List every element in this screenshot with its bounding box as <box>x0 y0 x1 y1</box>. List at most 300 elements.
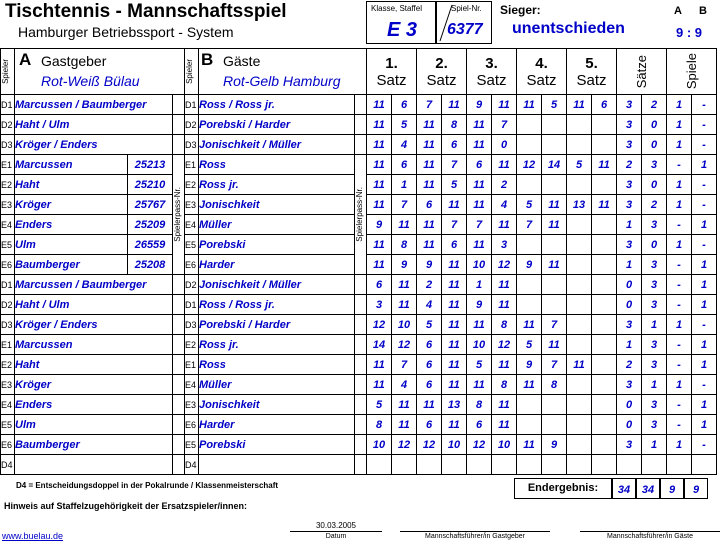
set-score: 11 <box>492 395 517 415</box>
set-score <box>542 135 567 155</box>
spiele-b: - <box>692 315 717 335</box>
set-score: 10 <box>392 315 417 335</box>
home-code: D2 <box>1 295 15 315</box>
set-score: 11 <box>542 195 567 215</box>
set-score: 11 <box>442 355 467 375</box>
set-score: 11 <box>367 95 392 115</box>
set-score: 11 <box>442 335 467 355</box>
saetze-a: 3 <box>617 375 642 395</box>
home-player: Kröger <box>15 195 128 215</box>
set-score <box>567 175 592 195</box>
home-code: D1 <box>1 95 15 115</box>
set-score <box>392 455 417 475</box>
set-score: 6 <box>417 195 442 215</box>
set-score: 11 <box>417 115 442 135</box>
set-score <box>517 275 542 295</box>
result-value: 9 : 9 <box>676 25 703 40</box>
set-score: 11 <box>492 275 517 295</box>
home-code: D3 <box>1 135 15 155</box>
spiele-b: - <box>692 95 717 115</box>
set-score <box>517 455 542 475</box>
spacer-a <box>173 455 185 475</box>
saetze-header: Sätze <box>617 49 667 95</box>
spacer-a <box>173 415 185 435</box>
set-score: 11 <box>517 435 542 455</box>
spiele-a: 1 <box>667 195 692 215</box>
away-code: E4 <box>185 215 199 235</box>
home-code: E1 <box>1 335 15 355</box>
set-score: 7 <box>467 215 492 235</box>
set-score: 11 <box>517 375 542 395</box>
set-score <box>592 275 617 295</box>
set-score: 9 <box>467 295 492 315</box>
set-score <box>567 435 592 455</box>
set-score: 3 <box>367 295 392 315</box>
spiele-b: - <box>692 375 717 395</box>
saetze-a: 0 <box>617 395 642 415</box>
away-team: Rot-Gelb Hamburg <box>223 73 341 89</box>
table-row <box>1 335 717 355</box>
set-score: 6 <box>392 155 417 175</box>
website-link[interactable]: www.buelau.de <box>2 531 64 541</box>
saetze-b: 3 <box>642 255 667 275</box>
set-score: 6 <box>592 95 617 115</box>
home-player: Marcussen <box>15 335 173 355</box>
spiele-a: - <box>667 215 692 235</box>
away-code: D4 <box>185 455 199 475</box>
away-code: E2 <box>185 335 199 355</box>
home-code: E4 <box>1 395 15 415</box>
spiele-b: 1 <box>692 335 717 355</box>
set-score: 11 <box>442 275 467 295</box>
set-score: 11 <box>492 415 517 435</box>
spacer-a <box>173 435 185 455</box>
form-title: Tischtennis - Mannschaftsspiel <box>5 1 287 22</box>
saetze-a: 3 <box>617 115 642 135</box>
set-score: 9 <box>542 435 567 455</box>
away-player: Ross / Ross jr. <box>199 95 355 115</box>
home-letter: A <box>19 50 32 69</box>
spiele-b: - <box>692 115 717 135</box>
set-score: 8 <box>542 375 567 395</box>
set-score: 9 <box>367 215 392 235</box>
set-score: 7 <box>492 115 517 135</box>
away-player: Jonischkeit / Müller <box>199 135 355 155</box>
spiele-b: - <box>692 195 717 215</box>
set-score <box>367 455 392 475</box>
set-score: 11 <box>467 195 492 215</box>
home-team: Rot-Weiß Bülau <box>41 73 140 89</box>
away-player: Harder <box>199 415 355 435</box>
set-score <box>542 235 567 255</box>
spiele-a: - <box>667 255 692 275</box>
set-score: 12 <box>492 255 517 275</box>
saetze-b: 3 <box>642 335 667 355</box>
saetze-b: 2 <box>642 195 667 215</box>
spiele-a: - <box>667 395 692 415</box>
set-score: 7 <box>392 355 417 375</box>
spacer-a <box>173 275 185 295</box>
spielerpass-label-a: Spielerpass-Nr. <box>173 155 185 275</box>
set-score: 11 <box>392 395 417 415</box>
satz3-header: 3. Satz <box>467 49 517 95</box>
spiele-b: 1 <box>692 395 717 415</box>
set-score: 11 <box>442 195 467 215</box>
set-score <box>567 395 592 415</box>
set-score: 4 <box>492 195 517 215</box>
home-player: Marcussen / Baumberger <box>15 95 173 115</box>
set-score: 11 <box>492 295 517 315</box>
home-player: Haht <box>15 355 173 375</box>
set-score <box>567 295 592 315</box>
set-score <box>517 295 542 315</box>
home-code: E2 <box>1 175 15 195</box>
spiele-header: Spiele <box>667 49 717 95</box>
table-row <box>1 155 717 175</box>
spacer-a <box>173 375 185 395</box>
spielnr-value: 6377 <box>447 21 483 38</box>
set-score: 11 <box>417 215 442 235</box>
home-player: Enders <box>15 215 128 235</box>
set-score <box>517 115 542 135</box>
set-score <box>592 175 617 195</box>
home-player: Kröger <box>15 375 173 395</box>
set-score: 11 <box>417 395 442 415</box>
set-score: 11 <box>442 315 467 335</box>
spacer-b <box>355 355 367 375</box>
set-score <box>592 135 617 155</box>
set-score: 11 <box>367 115 392 135</box>
saetze-b: 2 <box>642 95 667 115</box>
set-score: 11 <box>492 95 517 115</box>
score-table <box>0 48 717 475</box>
spiele-b: - <box>692 175 717 195</box>
spiele-b: 1 <box>692 415 717 435</box>
set-score: 11 <box>392 275 417 295</box>
home-player: Ulm <box>15 235 128 255</box>
set-score: 7 <box>542 355 567 375</box>
away-player: Ross jr. <box>199 335 355 355</box>
saetze-a: 0 <box>617 295 642 315</box>
set-score: 11 <box>417 155 442 175</box>
away-code: D3 <box>185 135 199 155</box>
spacer-a <box>173 315 185 335</box>
set-score: 11 <box>492 155 517 175</box>
spieler-header-b: Spieler <box>185 49 199 95</box>
home-pass: 25213 <box>128 155 173 175</box>
spieler-header-a: Spieler <box>1 49 15 95</box>
set-score: 11 <box>467 115 492 135</box>
away-code: D1 <box>185 95 199 115</box>
home-code: E6 <box>1 255 15 275</box>
set-score: 9 <box>517 255 542 275</box>
set-score: 9 <box>417 255 442 275</box>
saetze-a: 1 <box>617 335 642 355</box>
away-code: D3 <box>185 315 199 335</box>
away-player: Porebski / Harder <box>199 115 355 135</box>
away-header <box>199 49 367 95</box>
set-score: 6 <box>442 135 467 155</box>
set-score: 11 <box>367 135 392 155</box>
set-score <box>542 115 567 135</box>
saetze-a: 3 <box>617 435 642 455</box>
spiele-b: - <box>692 235 717 255</box>
set-score: 7 <box>442 155 467 175</box>
spacer-b <box>355 335 367 355</box>
spiele-a: 1 <box>667 135 692 155</box>
saetze-b: 3 <box>642 215 667 235</box>
away-player <box>199 455 355 475</box>
end-saetze-b: 34 <box>636 478 660 499</box>
set-score: 6 <box>467 155 492 175</box>
set-score: 1 <box>467 275 492 295</box>
set-score: 12 <box>467 435 492 455</box>
spiele-a: 1 <box>667 435 692 455</box>
table-row <box>1 95 717 115</box>
spiele-b: 1 <box>692 355 717 375</box>
set-score: 5 <box>567 155 592 175</box>
home-code: E3 <box>1 195 15 215</box>
set-score: 11 <box>442 255 467 275</box>
spacer-b <box>355 135 367 155</box>
set-score: 4 <box>417 295 442 315</box>
spacer-b <box>355 435 367 455</box>
end-saetze-a: 34 <box>612 478 636 499</box>
set-score: 2 <box>417 275 442 295</box>
table-row <box>1 115 717 135</box>
away-code: E5 <box>185 235 199 255</box>
set-score: 11 <box>417 175 442 195</box>
set-score: 5 <box>392 115 417 135</box>
endergebnis-label: Endergebnis: <box>514 478 612 499</box>
home-code: D3 <box>1 315 15 335</box>
saetze-b: 3 <box>642 355 667 375</box>
home-player: Haht <box>15 175 128 195</box>
set-score: 5 <box>517 335 542 355</box>
set-score: 11 <box>467 375 492 395</box>
saetze-b: 0 <box>642 175 667 195</box>
klasse-value: E 3 <box>387 19 418 41</box>
home-pass: 25208 <box>128 255 173 275</box>
set-score: 11 <box>467 235 492 255</box>
set-score: 9 <box>392 255 417 275</box>
set-score <box>567 235 592 255</box>
spacer-b <box>355 295 367 315</box>
away-code: E3 <box>185 395 199 415</box>
home-player: Kröger / Enders <box>15 135 173 155</box>
set-score: 11 <box>592 155 617 175</box>
spiele-a: 1 <box>667 315 692 335</box>
set-score: 11 <box>567 95 592 115</box>
set-score <box>542 415 567 435</box>
away-player: Jonischkeit <box>199 395 355 415</box>
set-score <box>592 355 617 375</box>
set-score: 10 <box>367 435 392 455</box>
set-score: 7 <box>517 215 542 235</box>
set-score <box>567 135 592 155</box>
set-score: 11 <box>392 415 417 435</box>
set-score <box>567 255 592 275</box>
saetze-a: 2 <box>617 355 642 375</box>
set-score <box>542 295 567 315</box>
set-score <box>592 295 617 315</box>
set-score: 5 <box>442 175 467 195</box>
spiele-a: - <box>667 155 692 175</box>
spiele-a: - <box>667 275 692 295</box>
set-score: 6 <box>442 235 467 255</box>
set-score <box>592 375 617 395</box>
set-score: 7 <box>392 195 417 215</box>
spacer-b <box>355 395 367 415</box>
away-player: Ross <box>199 155 355 175</box>
home-code: E2 <box>1 355 15 375</box>
set-score: 13 <box>442 395 467 415</box>
satz2-header: 2. Satz <box>417 49 467 95</box>
set-score: 12 <box>417 435 442 455</box>
set-score: 8 <box>492 375 517 395</box>
set-score: 4 <box>392 375 417 395</box>
spacer-b <box>355 115 367 135</box>
away-code: D1 <box>185 295 199 315</box>
spacer-b <box>355 455 367 475</box>
table-row <box>1 435 717 455</box>
saetze-b: 1 <box>642 315 667 335</box>
spacer-b <box>355 315 367 335</box>
set-score: 11 <box>567 355 592 375</box>
spacer-b <box>355 95 367 115</box>
set-score: 12 <box>392 435 417 455</box>
saetze-b: 0 <box>642 235 667 255</box>
form-subtitle: Hamburger Betriebssport - System <box>18 24 234 40</box>
set-score <box>567 335 592 355</box>
d4-note: D4 = Entscheidungsdoppel in der Pokalrunde / Klassenmeisterschaft <box>16 481 279 490</box>
set-score: 9 <box>467 95 492 115</box>
result-a-label: A <box>674 5 682 17</box>
spiele-b: 1 <box>692 255 717 275</box>
home-player: Marcussen / Baumberger <box>15 275 173 295</box>
set-score: 3 <box>492 235 517 255</box>
away-code: E5 <box>185 435 199 455</box>
set-score <box>567 415 592 435</box>
set-score: 7 <box>442 215 467 235</box>
satz5-header: 5. Satz <box>567 49 617 95</box>
date-value: 30.03.2005 <box>315 521 357 530</box>
away-player: Jonischkeit <box>199 195 355 215</box>
set-score <box>517 175 542 195</box>
set-score: 11 <box>517 95 542 115</box>
home-player: Marcussen <box>15 155 128 175</box>
set-score: 6 <box>417 335 442 355</box>
set-score: 6 <box>417 415 442 435</box>
set-score <box>592 115 617 135</box>
result-b-label: B <box>699 5 707 17</box>
away-code: E6 <box>185 255 199 275</box>
away-code: E6 <box>185 415 199 435</box>
home-player: Baumberger <box>15 435 173 455</box>
home-player <box>15 455 173 475</box>
table-row <box>1 315 717 335</box>
set-score: 11 <box>467 135 492 155</box>
set-score <box>567 115 592 135</box>
spiele-b: 1 <box>692 215 717 235</box>
set-score <box>567 215 592 235</box>
set-score: 11 <box>542 335 567 355</box>
saetze-a: 3 <box>617 95 642 115</box>
away-player: Ross / Ross jr. <box>199 295 355 315</box>
table-row <box>1 295 717 315</box>
spiele-b <box>692 455 717 475</box>
saetze-b: 3 <box>642 275 667 295</box>
spiele-b: 1 <box>692 295 717 315</box>
home-header <box>15 49 185 95</box>
saetze-b: 1 <box>642 435 667 455</box>
satz1-header: 1. Satz <box>367 49 417 95</box>
set-score <box>442 455 467 475</box>
set-score <box>567 455 592 475</box>
set-score: 12 <box>367 315 392 335</box>
set-score: 11 <box>367 155 392 175</box>
home-player: Haht / Ulm <box>15 115 173 135</box>
set-score: 8 <box>467 395 492 415</box>
spielnr-label: Spiel-Nr. <box>451 4 482 13</box>
saetze-a: 3 <box>617 195 642 215</box>
home-player: Enders <box>15 395 173 415</box>
table-row <box>1 355 717 375</box>
away-player: Müller <box>199 215 355 235</box>
spacer-a <box>173 335 185 355</box>
table-row <box>1 415 717 435</box>
set-score: 11 <box>442 415 467 435</box>
saetze-b: 0 <box>642 135 667 155</box>
spiele-a: - <box>667 355 692 375</box>
saetze-b: 0 <box>642 115 667 135</box>
set-score: 5 <box>517 195 542 215</box>
set-score <box>592 455 617 475</box>
spiele-b: - <box>692 435 717 455</box>
spiele-a: - <box>667 295 692 315</box>
set-score: 8 <box>492 315 517 335</box>
away-code: E3 <box>185 195 199 215</box>
end-spiele-b: 9 <box>684 478 708 499</box>
spacer-a <box>173 295 185 315</box>
slash-divider <box>436 1 456 44</box>
hinweis-text: Hinweis auf Staffelzugehörigkeit der Ersatzspieler/innen: <box>4 501 248 511</box>
saetze-a: 3 <box>617 235 642 255</box>
home-code: D2 <box>1 115 15 135</box>
set-score: 8 <box>442 115 467 135</box>
set-score: 5 <box>417 315 442 335</box>
set-score: 11 <box>367 375 392 395</box>
spiele-a: 1 <box>667 175 692 195</box>
away-label: Gäste <box>223 53 261 69</box>
saetze-b <box>642 455 667 475</box>
set-score: 12 <box>392 335 417 355</box>
set-score: 11 <box>467 175 492 195</box>
set-score: 6 <box>417 355 442 375</box>
home-code: E3 <box>1 375 15 395</box>
table-row <box>1 375 717 395</box>
set-score <box>592 235 617 255</box>
away-player: Ross <box>199 355 355 375</box>
set-score: 2 <box>492 175 517 195</box>
set-score: 11 <box>442 295 467 315</box>
spacer-a <box>173 115 185 135</box>
set-score <box>467 455 492 475</box>
set-score <box>517 415 542 435</box>
set-score: 11 <box>592 195 617 215</box>
sieger-label: Sieger: <box>500 3 541 17</box>
away-code: E1 <box>185 355 199 375</box>
